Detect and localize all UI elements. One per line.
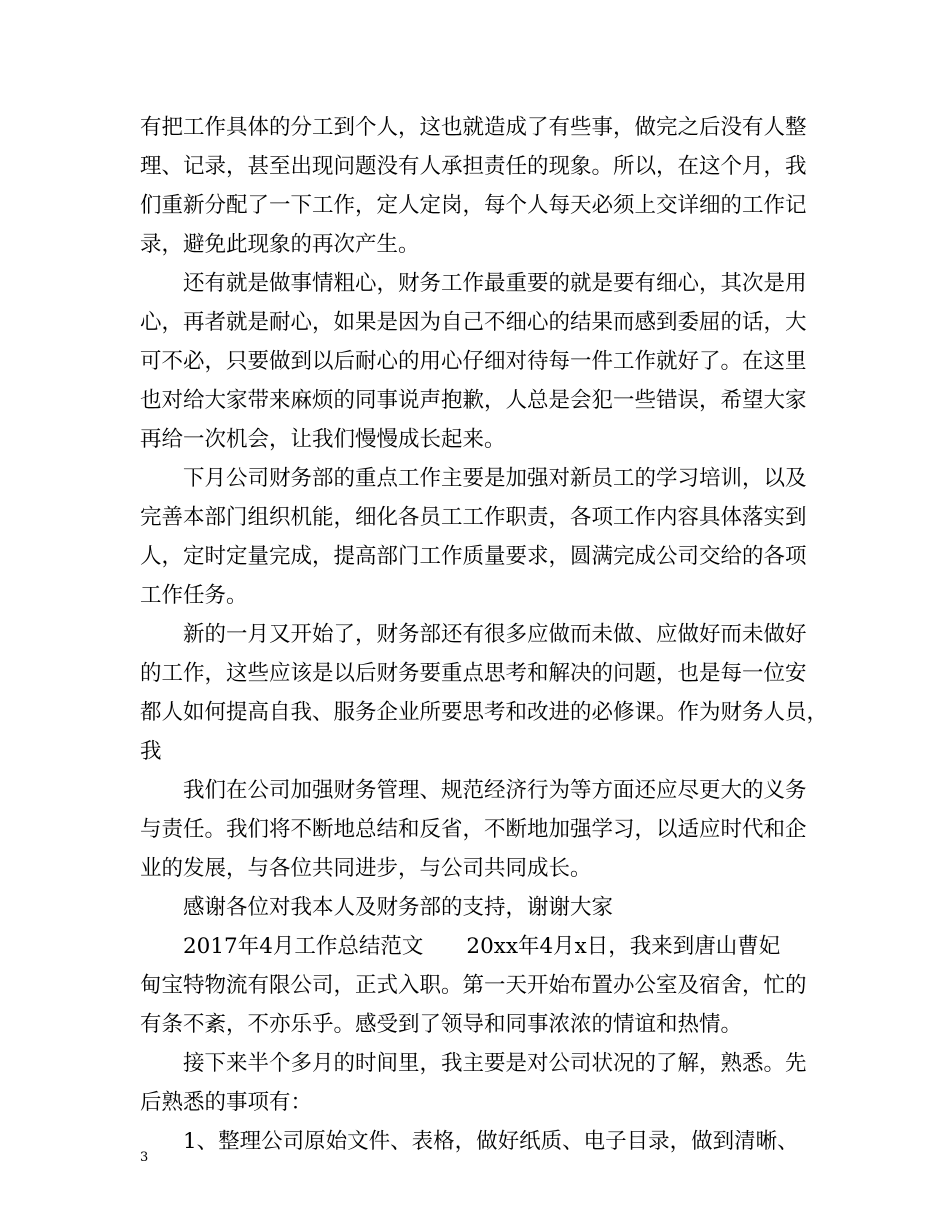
page-number: 3 <box>140 1150 149 1165</box>
text-line: 2017年4月工作总结范文 20xx年4月x日，我来到唐山曹妃 <box>183 934 781 959</box>
text-line: 与责任。我们将不断地总结和反省，不断地加强学习，以适应时代和企 <box>140 817 807 842</box>
text-line: 完善本部门组织机能，细化各员工工作职责，各项工作内容具体落实到 <box>140 505 807 530</box>
text-line: 1、整理公司原始文件、表格，做好纸质、电子目录，做到清晰、 <box>183 1129 799 1154</box>
text-line: 接下来半个多月的时间里，我主要是对公司状况的了解，熟悉。先 <box>183 1051 807 1076</box>
text-line: 有条不紊，不亦乐乎。感受到了领导和同事浓浓的情谊和热情。 <box>140 1012 743 1037</box>
text-line: 的工作，这些应该是以后财务要重点思考和解决的问题，也是每一位安 <box>140 661 807 686</box>
text-line: 我 <box>140 739 162 764</box>
text-line: 后熟悉的事项有： <box>140 1090 313 1115</box>
text-line: 甸宝特物流有限公司，正式入职。第一天开始布置办公室及宿舍，忙的 <box>140 973 807 998</box>
text-line: 人，定时定量完成，提高部门工作质量要求，圆满完成公司交给的各项 <box>140 544 807 569</box>
text-line: 我们在公司加强财务管理、规范经济行为等方面还应尽更大的义务 <box>183 778 807 803</box>
text-line: 感谢各位对我本人及财务部的支持，谢谢大家 <box>183 895 614 920</box>
text-line: 业的发展，与各位共同进步，与公司共同成长。 <box>140 856 592 881</box>
text-line: 工作任务。 <box>140 583 248 608</box>
text-line: 录，避免此现象的再次产生。 <box>140 232 420 257</box>
text-line: 都人如何提高自我、服务企业所要思考和改进的必修课。作为财务人员， <box>140 700 829 725</box>
text-line: 心，再者就是耐心，如果是因为自己不细心的结果而感到委屈的话，大 <box>140 310 807 335</box>
text-line: 理、记录，甚至出现问题没有人承担责任的现象。所以，在这个月，我 <box>140 154 807 179</box>
text-line: 还有就是做事情粗心，财务工作最重要的就是要有细心，其次是用 <box>183 271 807 296</box>
text-line: 再给一次机会，让我们慢慢成长起来。 <box>140 427 506 452</box>
text-line: 们重新分配了一下工作，定人定岗，每个人每天必须上交详细的工作记 <box>140 193 807 218</box>
text-line: 新的一月又开始了，财务部还有很多应做而未做、应做好而未做好 <box>183 622 807 647</box>
text-line: 也对给大家带来麻烦的同事说声抱歉，人总是会犯一些错误，希望大家 <box>140 388 807 413</box>
text-line: 可不必，只要做到以后耐心的用心仔细对待每一件工作就好了。在这里 <box>140 349 807 374</box>
text-line: 下月公司财务部的重点工作主要是加强对新员工的学习培训，以及 <box>183 466 807 491</box>
text-line: 有把工作具体的分工到个人，这也就造成了有些事，做完之后没有人整 <box>140 115 807 140</box>
